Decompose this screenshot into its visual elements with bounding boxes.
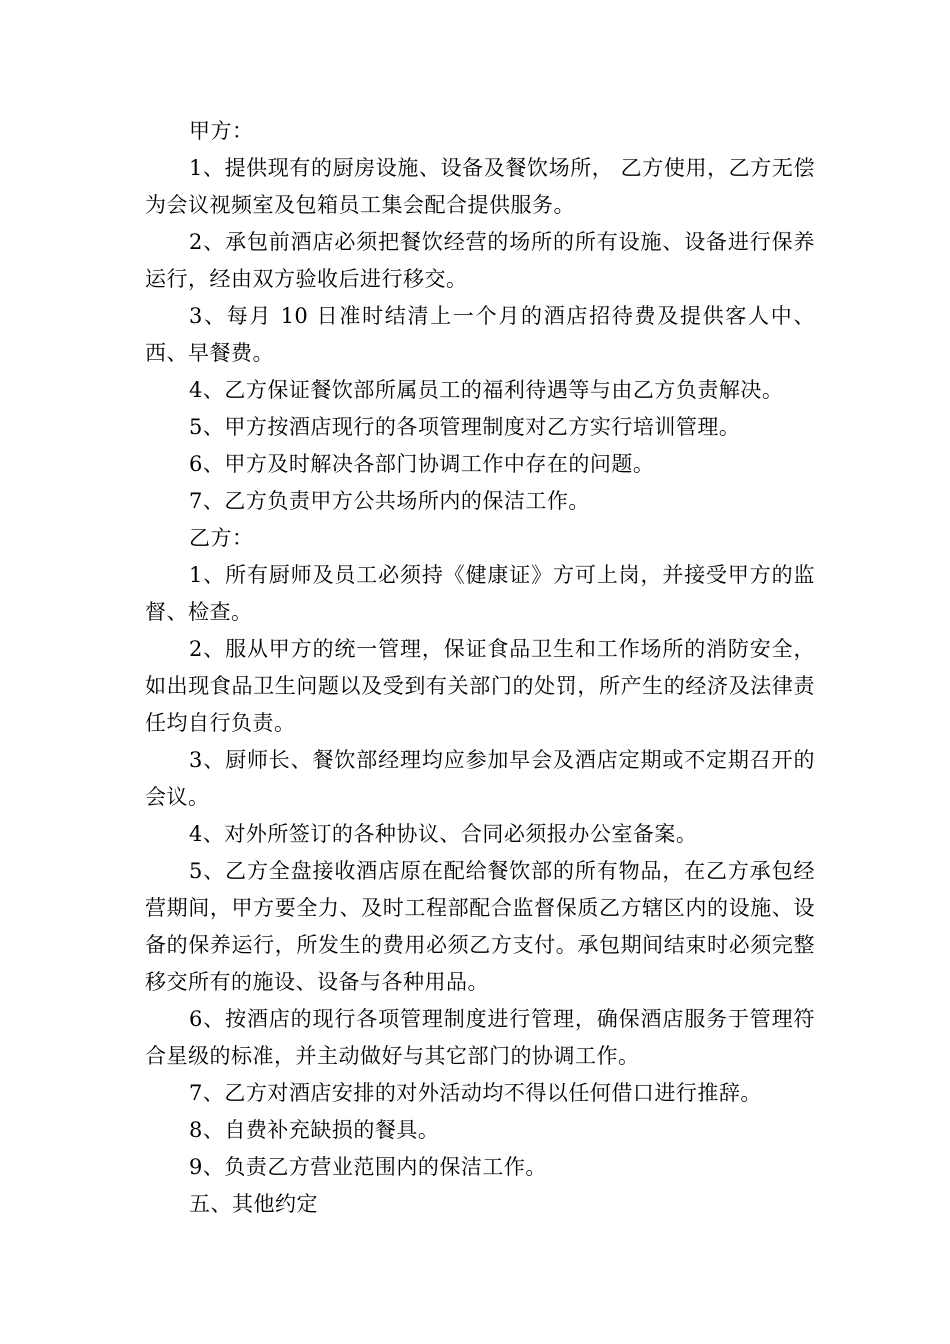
party-b-clause-2: 2、服从甲方的统一管理，保证食品卫生和工作场所的消防安全，如出现食品卫生问题以及受到有关部门的处罚，所产生的经济及法律责任均自行负责。: [145, 637, 815, 735]
party-b-clause-9: 9、负责乙方营业范围内的保洁工作。: [189, 1155, 547, 1179]
party-a-clause-1: 1、提供现有的厨房设施、设备及餐饮场所， 乙方使用，乙方无偿为会议视频室及包箱员工集会配合提供服务。: [145, 156, 815, 217]
party-a-clause-6: 6、甲方及时解决各部门协调工作中存在的问题。: [189, 452, 655, 476]
party-a-clause-2: 2、承包前酒店必须把餐饮经营的场所的所有设施、设备进行保养运行，经由双方验收后进行移交。: [145, 230, 815, 291]
party-b-clause-6: 6、按酒店的现行各项管理制度进行管理，确保酒店服务于管理符合星级的标准，并主动做好与其它部门的协调工作。: [145, 1007, 815, 1068]
party-b-clause-1: 1、所有厨师及员工必须持《健康证》方可上岗，并接受甲方的监督、检查。: [145, 563, 815, 624]
document-body: [145, 113, 815, 1223]
party-a-clause-3: 3、每月 10 日准时结清上一个月的酒店招待费及提供客人中、西、早餐费。: [145, 304, 815, 365]
party-a-clause-7: 7、乙方负责甲方公共场所内的保洁工作。: [189, 489, 590, 513]
party-b-clause-4: 4、对外所签订的各种协议、合同必须报办公室备案。: [189, 822, 698, 846]
party-a-clause-4: 4、乙方保证餐饮部所属员工的福利待遇等与由乙方负责解决。: [189, 378, 784, 402]
party-b-clause-5: 5、乙方全盘接收酒店原在配给餐饮部的所有物品，在乙方承包经营期间，甲方要全力、及时工程部配合监督保质乙方辖区内的设施、设备的保养运行，所发生的费用必须乙方支付。承包期间结束时必须完整移交所有的施设、设备与各种用品。: [145, 859, 815, 994]
party-b-clause-3: 3、厨师长、餐饮部经理均应参加早会及酒店定期或不定期召开的会议。: [145, 748, 815, 809]
party-a-clause-5: 5、甲方按酒店现行的各项管理制度对乙方实行培训管理。: [189, 415, 741, 439]
section-heading-party-a: 甲方：: [189, 119, 254, 143]
section-heading-other-agreements: 五、其他约定: [189, 1192, 318, 1216]
party-b-clause-7: 7、乙方对酒店安排的对外活动均不得以任何借口进行推辞。: [189, 1081, 762, 1105]
party-b-clause-8: 8、自费补充缺损的餐具。: [189, 1118, 440, 1142]
section-heading-party-b: 乙方：: [189, 526, 254, 550]
